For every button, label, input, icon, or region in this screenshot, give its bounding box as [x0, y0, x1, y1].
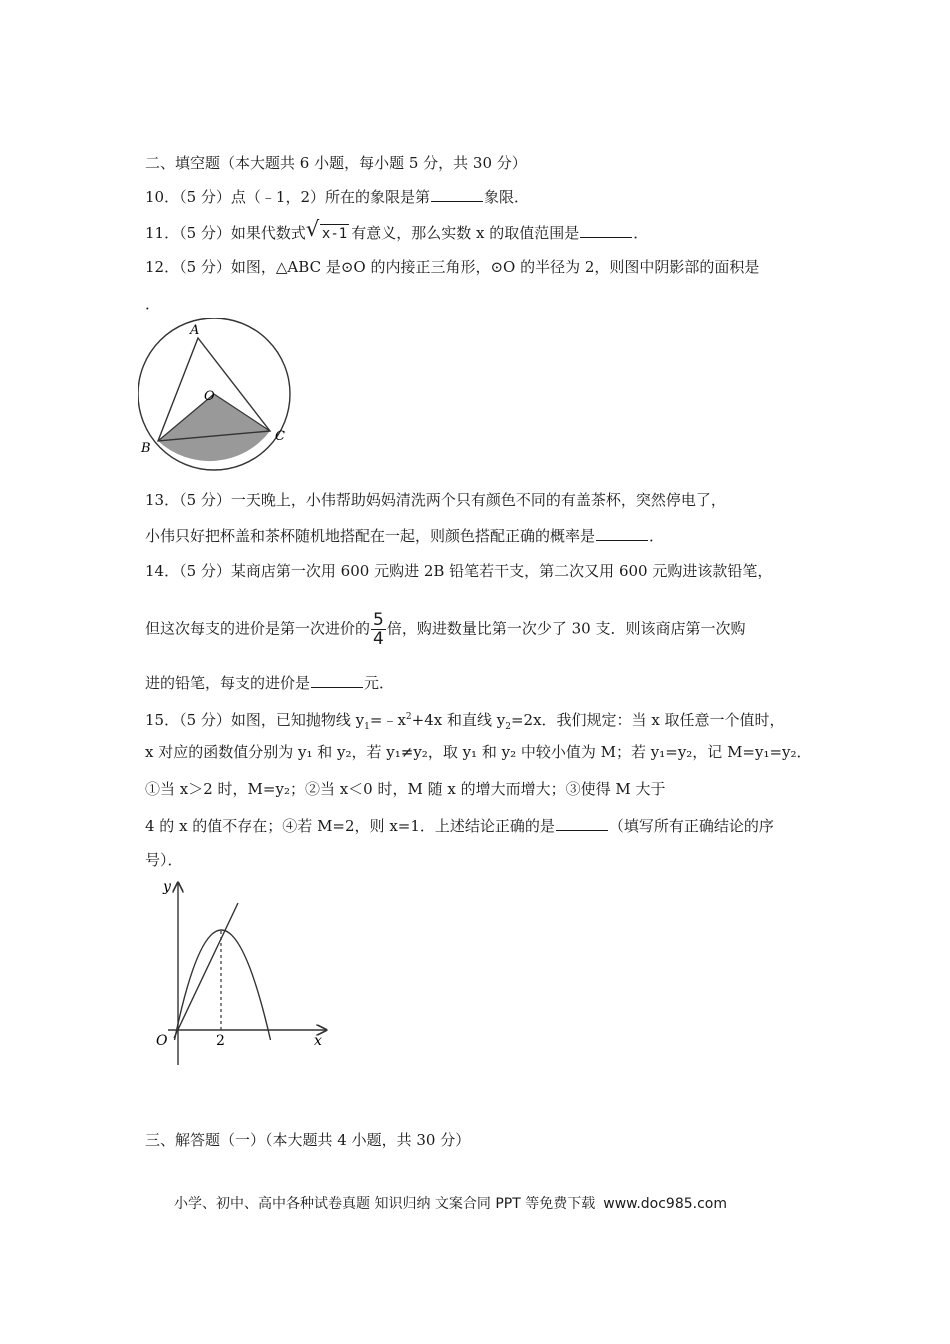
question-13-line-2 [145, 525, 664, 546]
question-15-text: 4 的 x 的值不存在；④若 M=2，则 x=1．上述结论正确的是 [145, 817, 555, 835]
question-11-text-mid: 有意义，那么实数 x 的取值范围是 [351, 224, 580, 242]
answer-blank [431, 186, 483, 202]
parabola-line-graph [140, 875, 340, 1075]
label-a: A [190, 323, 200, 338]
label-c: C [275, 429, 285, 444]
square-root-expression: √ x-1 [308, 224, 349, 244]
question-11-text-end: ． [633, 224, 649, 242]
question-13-text-end: ． [649, 527, 665, 545]
question-15-text-end: （填写所有正确结论的序 [608, 817, 774, 835]
question-13-text: 小伟只好把杯盖和茶杯随机地搭配在一起，则颜色搭配正确的概率是 [145, 527, 596, 545]
parabola-curve [175, 930, 271, 1040]
question-15-line-2: x 对应的函数值分别为 y₁ 和 y₂，若 y₁≠y₂，取 y₁ 和 y₂ 中较小值为 M；若 y₁=y₂，记 M=y₁=y₂． [145, 743, 812, 761]
section-3-heading: 三、解答题（一）（本大题共 4 小题，共 30 分） [145, 1131, 471, 1149]
footer-text: 小学、初中、高中各种试卷真题 知识归纳 文案合同 PPT 等免费下载 [174, 1196, 596, 1212]
question-10-text: 10．（5 分）点（﹣1，2）所在的象限是第 [145, 188, 430, 206]
label-two: 2 [216, 1033, 225, 1049]
question-12: 12．（5 分）如图，△ABC 是⊙O 的内接正三角形，⊙O 的半径为 2，则图中阴影部的面积是 [145, 258, 760, 276]
answer-blank [311, 672, 363, 688]
label-b: B [141, 441, 151, 456]
line-y2 [174, 903, 238, 1038]
section-2-heading: 二、填空题（本大题共 6 小题，每小题 5 分，共 30 分） [145, 154, 527, 172]
question-14-line-2 [145, 611, 745, 648]
question-15-line-4 [145, 815, 774, 836]
question-14-unit: 元． [364, 674, 395, 692]
question-14-line-1: 14．（5 分）某商店第一次用 600 元购进 2B 铅笔若干支，第二次又用 600 元购进该款铅笔， [145, 562, 773, 580]
question-14-text-end: 进的铅笔，每支的进价是 [145, 674, 311, 692]
question-10-text-end: 象限． [484, 188, 530, 206]
question-11-text: 11．（5 分）如果代数式 [145, 224, 306, 242]
question-10 [145, 186, 529, 207]
label-x: x [314, 1033, 322, 1049]
question-14-text-mid: 倍，购进数量比第一次少了 30 支．则该商店第一次购 [386, 619, 746, 638]
question-14-line-3 [145, 672, 394, 693]
question-15-line-1: 15．（5 分）如图，已知抛物线 $y_1=﹣x^2+4x$ 和直线 $y_2=2x$．我们规定：当 x 取任意一个值时， [145, 711, 785, 732]
label-origin: O [156, 1033, 168, 1049]
footer [174, 1193, 727, 1213]
question-15-line-5: 号）． [145, 851, 183, 869]
question-11 [145, 222, 648, 244]
answer-blank [556, 815, 608, 831]
inscribed-triangle-figure [138, 318, 298, 478]
label-o: O [204, 389, 215, 404]
fraction-five-fourths: $\frac{5}{4}$ [373, 610, 384, 649]
question-12-end: ． [145, 295, 161, 313]
answer-blank [596, 525, 648, 541]
label-y: y [163, 879, 171, 895]
question-13-line-1: 13．（5 分）一天晚上，小伟帮助妈妈清洗两个只有颜色不同的有盖茶杯，突然停电了， [145, 491, 726, 509]
question-14-text: 但这次每支的进价是第一次进价的 [145, 619, 371, 638]
footer-link[interactable]: www.doc985.com [603, 1196, 727, 1212]
question-15-line-3: ①当 x＞2 时，M=y₂；②当 x＜0 时，M 随 x 的增大而增大；③使得 M 大于 [145, 780, 666, 798]
answer-blank [580, 222, 632, 238]
